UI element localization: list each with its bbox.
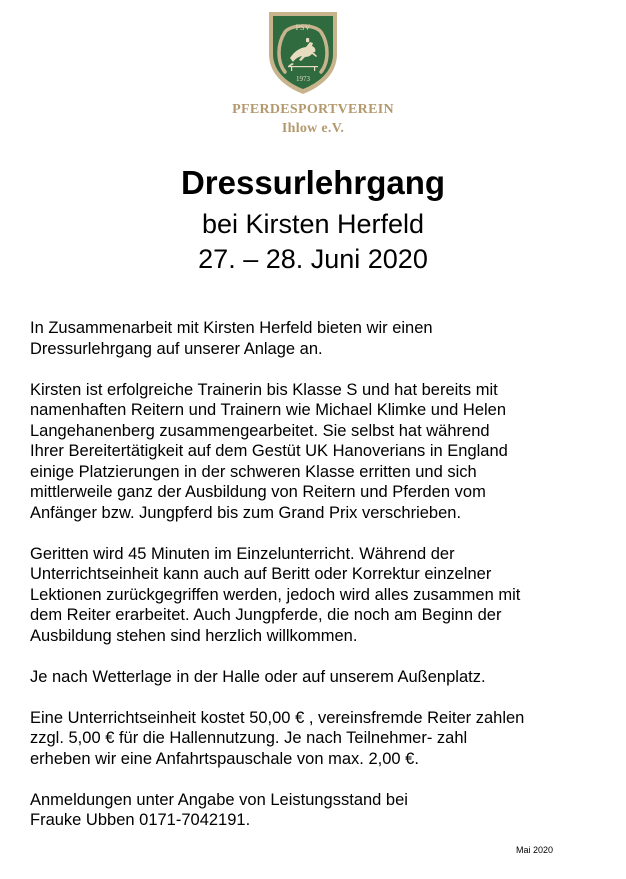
paragraph-line: Geritten wird 45 Minuten im Einzelunterricht. Während der (30, 544, 455, 563)
paragraph-line: erheben wir eine Anfahrtspauschale von max. 2,00 €. (30, 749, 419, 768)
paragraph-line: mittlerweile ganz der Ausbildung von Reitern und Pferden vom (30, 483, 486, 501)
club-name: PFERDESPORTVEREIN (232, 102, 394, 117)
paragraph-line: In Zusammenarbeit mit Kirsten Herfeld bieten wir einen (30, 319, 433, 337)
club-suffix: Ihlow e.V. (281, 121, 345, 136)
paragraph-line: zzgl. 5,00 € für die Hallennutzung. Je nach Teilnehmer- zahl (30, 729, 468, 747)
paragraph (30, 667, 600, 688)
paragraph-line: Kirsten ist erfolgreiche Trainerin bis Klasse S und hat bereits mit (30, 380, 498, 399)
paragraph-line: dem Reiter erarbeitet. Auch Jungpferde, die noch am Beginn der (30, 606, 502, 624)
paragraph-line: Anmeldungen unter Angabe von Leistungsstand bei (30, 790, 408, 809)
paragraph-line: einige Platzierungen in der schweren Klasse erritten und sich (30, 462, 477, 481)
club-logo (266, 8, 340, 96)
shield-logo-icon (266, 8, 340, 96)
body-text (30, 318, 600, 851)
paragraph-line: Frauke Ubben 0171-7042191. (30, 811, 251, 829)
event-dates: 27. – 28. Juni 2020 (198, 244, 428, 274)
paragraph-line: Unterrichtseinheit kann auch auf Beritt oder Korrektur einzelner (30, 565, 492, 583)
paragraph-line: Lektionen zurückgegriffen werden, jedoch wird alles zusammen mit (30, 585, 521, 604)
instructor-line: bei Kirsten Herfeld (201, 209, 425, 239)
paragraph-line: Ausbildung stehen sind herzlich willkommen. (30, 626, 358, 645)
paragraph-line: Eine Unterrichtseinheit kostet 50,00 € , vereinsfremde Reiter zahlen (30, 708, 525, 727)
paragraph-line: Anfänger bzw. Jungpferd bis zum Grand Prix verschrieben. (30, 503, 462, 522)
paragraph-line: Je nach Wetterlage in der Halle oder auf unserem Außenplatz. (30, 667, 486, 686)
paragraph-line: Dressurlehrgang auf unserer Anlage an. (30, 339, 323, 358)
paragraph-line: namenhaften Reitern und Trainern wie Michael Klimke und Helen (30, 401, 507, 419)
paragraph-line: Langehanenberg zusammengearbeitet. Sie selbst hat während (30, 421, 490, 440)
paragraph (30, 544, 600, 647)
page-title: Dressurlehrgang (180, 164, 446, 201)
paragraph (30, 790, 600, 831)
paragraph (30, 380, 600, 524)
paragraph-line: Ihrer Bereitertätigkeit auf dem Gestüt UK Hanoverians in England (30, 442, 508, 460)
logo-year: 1973 (296, 75, 310, 83)
paragraph (30, 708, 600, 770)
paragraph (30, 318, 600, 359)
logo-abbrev: PSV (295, 23, 311, 32)
footer-date: Mai 2020 (516, 845, 554, 855)
